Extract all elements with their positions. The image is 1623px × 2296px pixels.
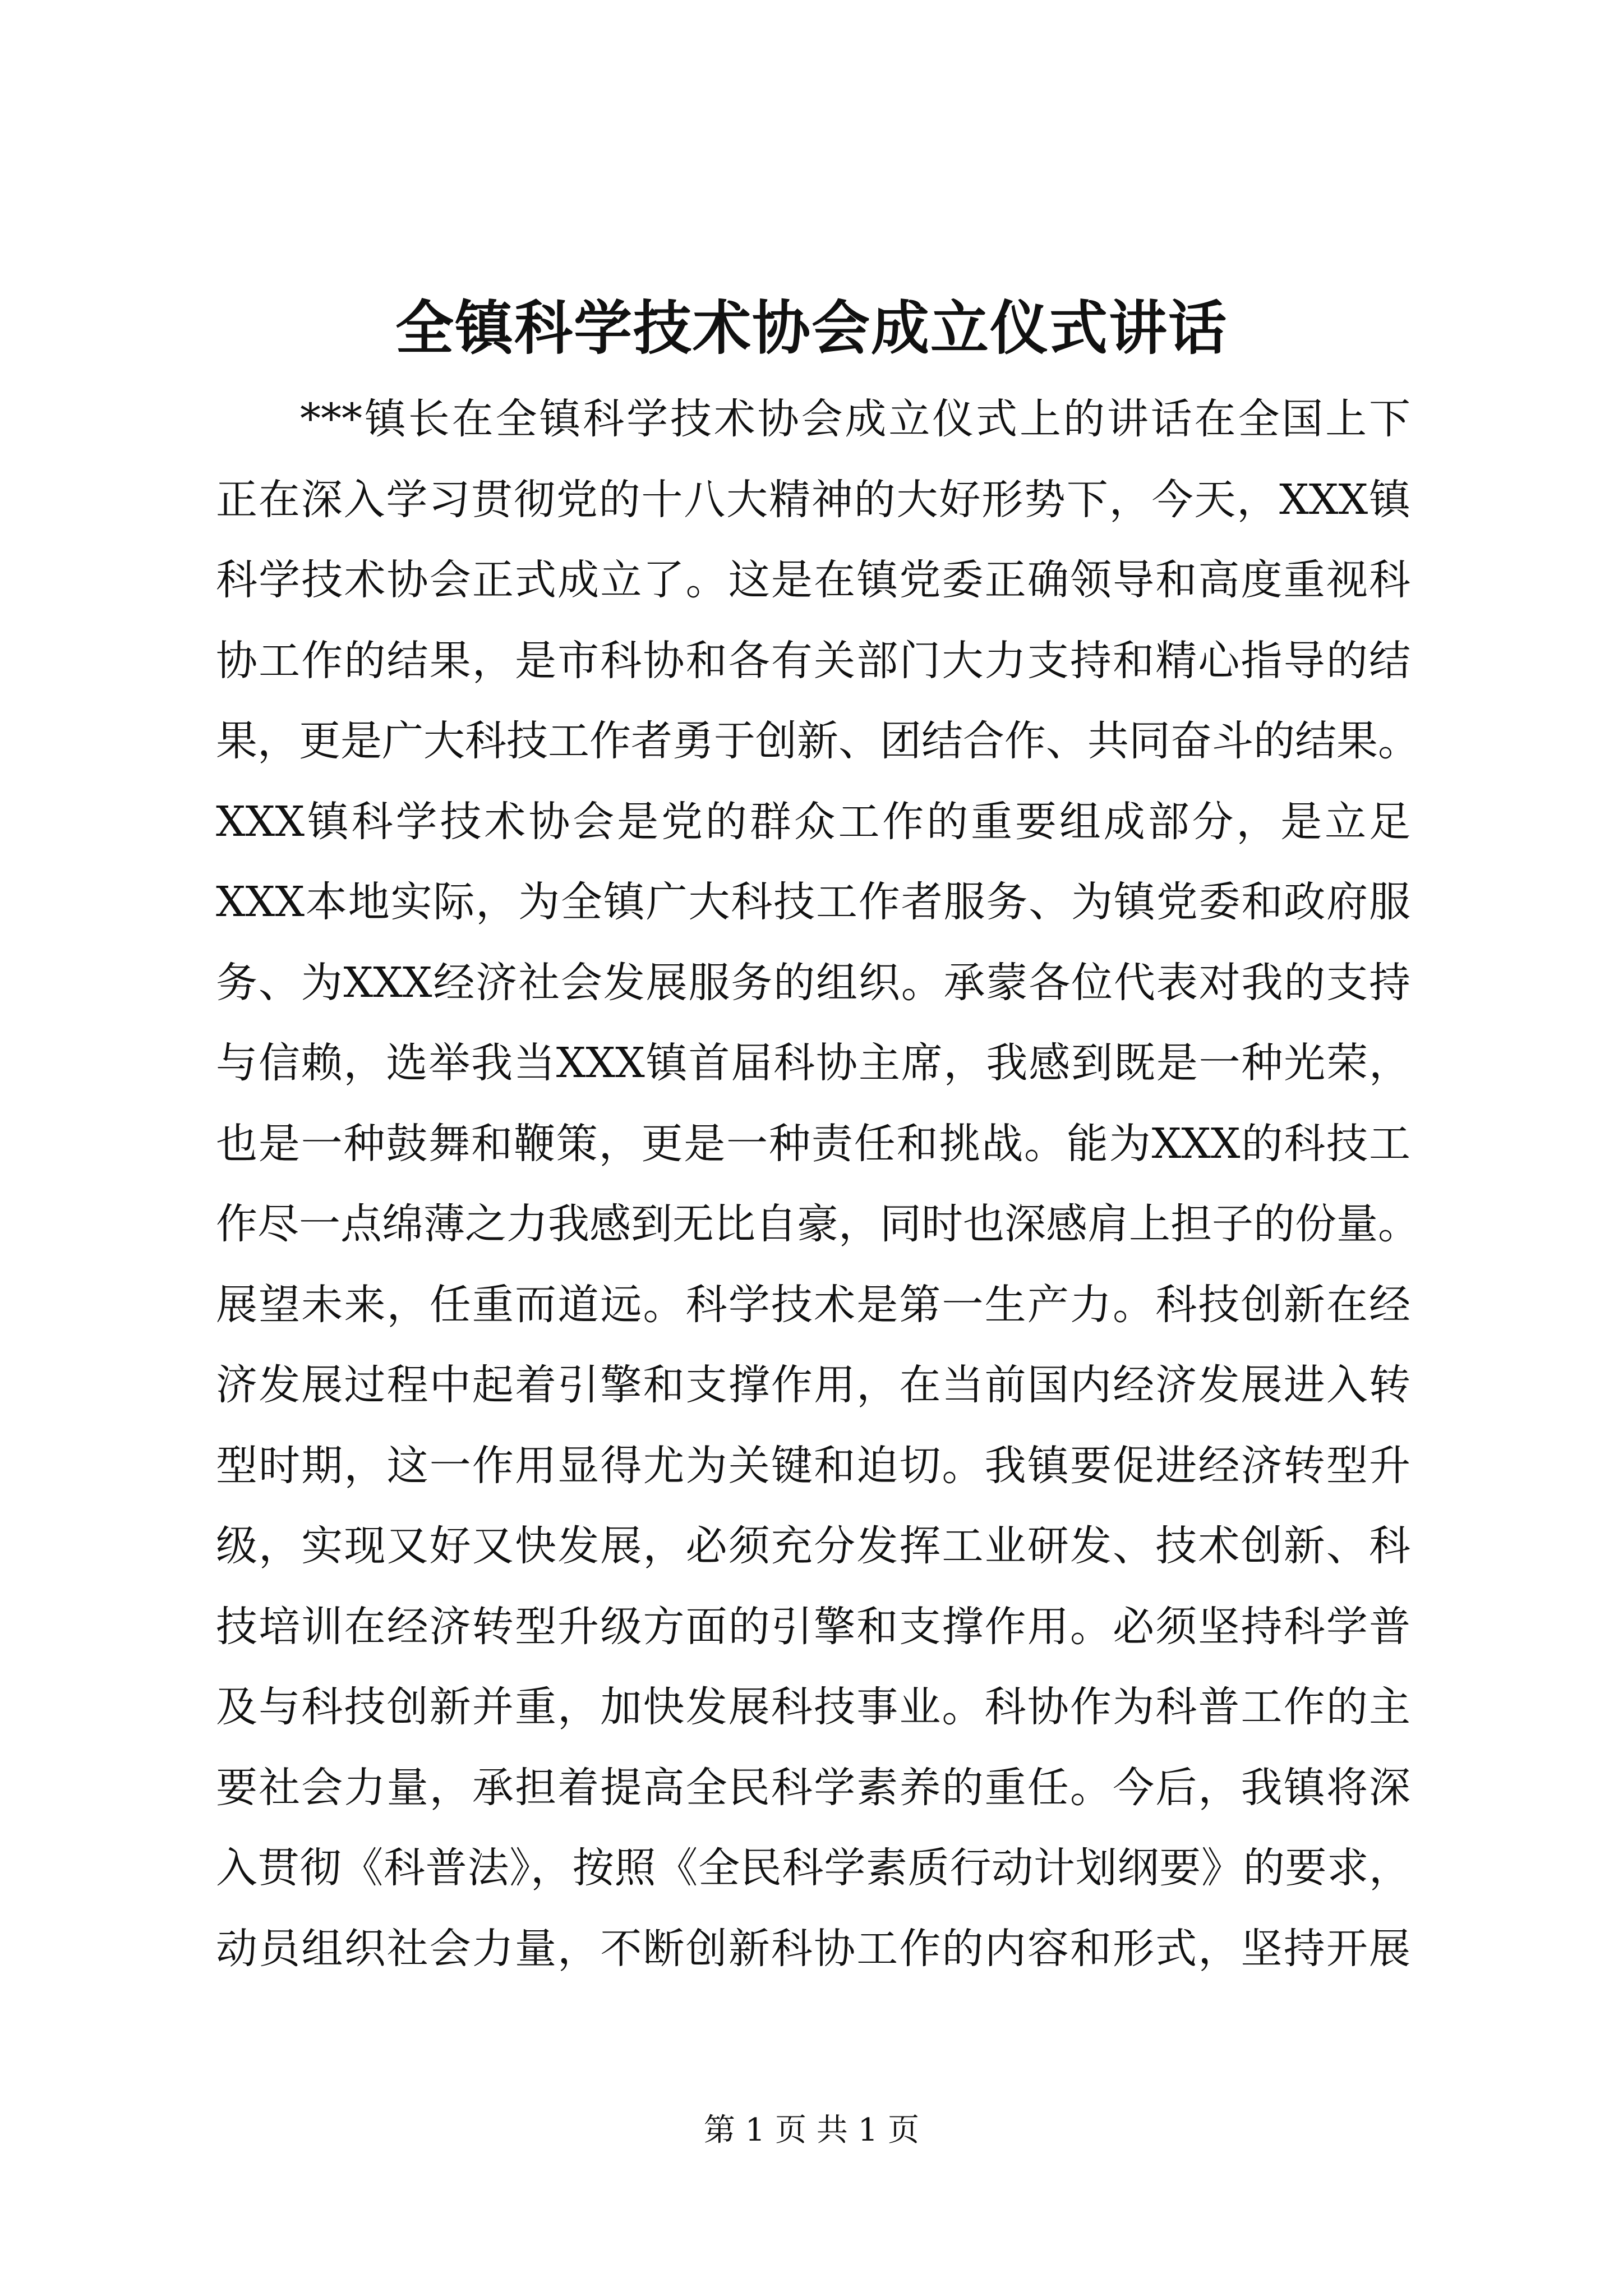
paragraph-line: 入贯彻《科普法》，按照《全民科学素质行动计划纲要》的要求， [216, 1844, 1410, 1892]
paragraph-line: 正在深入学习贯彻党的十八大精神的大好形势下，今天，XXX镇 [216, 475, 1410, 524]
paragraph-line: 科学技术协会正式成立了。这是在镇党委正确领导和高度重视科 [216, 556, 1410, 604]
document-body [216, 379, 1419, 1989]
paragraph-line: 果，更是广大科技工作者勇于创新、团结合作、共同奋斗的结果。 [216, 717, 1419, 765]
paragraph-line: ***镇长在全镇科学技术协会成立仪式上的讲话在全国上下 [300, 395, 1410, 443]
paragraph-line: 与信赖，选举我当XXX镇首届科协主席，我感到既是一种光荣， [216, 1039, 1410, 1087]
paragraph-line: 作尽一点绵薄之力我感到无比自豪，同时也深感肩上担子的份量。 [216, 1200, 1419, 1248]
document-title: 全镇科学技术协会成立仪式讲话 [395, 293, 1228, 362]
paragraph-line: 也是一种鼓舞和鞭策，更是一种责任和挑战。能为XXX的科技工 [216, 1119, 1410, 1168]
paragraph-line: 展望未来，任重而道远。科学技术是第一生产力。科技创新在经 [216, 1280, 1410, 1329]
paragraph-line: 动员组织社会力量，不断创新科协工作的内容和形式，坚持开展 [216, 1924, 1410, 1973]
paragraph-line: 要社会力量，承担着提高全民科学素养的重任。今后，我镇将深 [216, 1763, 1410, 1812]
paragraph-line: 协工作的结果，是市科协和各有关部门大力支持和精心指导的结 [216, 636, 1410, 685]
paragraph-line: 技培训在经济转型升级方面的引擎和支撑作用。必须坚持科学普 [216, 1602, 1410, 1651]
paragraph-line: 及与科技创新并重，加快发展科技事业。科协作为科普工作的主 [216, 1683, 1410, 1731]
paragraph-line: 级，实现又好又快发展，必须充分发挥工业研发、技术创新、科 [216, 1522, 1410, 1570]
paragraph-line: XXX镇科学技术协会是党的群众工作的重要组成部分，是立足 [216, 797, 1410, 846]
paragraph-line: 务、为XXX经济社会发展服务的组织。承蒙各位代表对我的支持 [216, 958, 1410, 1007]
paragraph-line: XXX本地实际，为全镇广大科技工作者服务、为镇党委和政府服 [216, 878, 1410, 926]
paragraph-line: 济发展过程中起着引擎和支撑作用，在当前国内经济发展进入转 [216, 1361, 1410, 1409]
page-footer: 第 1 页 共 1 页 [703, 2112, 920, 2148]
paragraph-line: 型时期，这一作用显得尤为关键和迫切。我镇要促进经济转型升 [216, 1441, 1410, 1490]
